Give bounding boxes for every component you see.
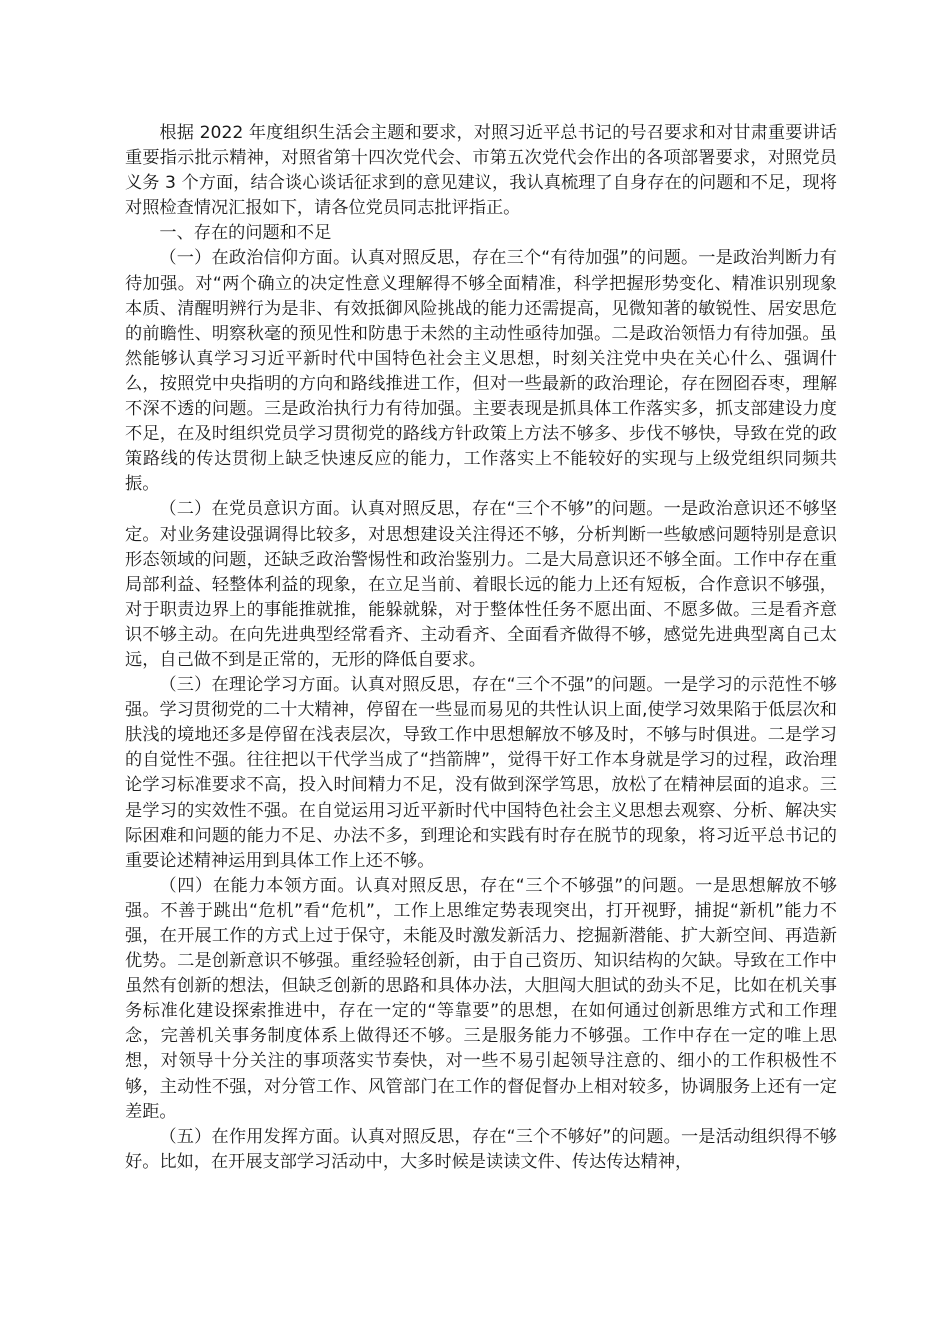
document-page bbox=[125, 121, 837, 1175]
paragraph-theory-study: （三）在理论学习方面。认真对照反思，存在“三个不强”的问题。一是学习的示范性不够强。学习贯彻党的二十大精神，停留在一些显而易见的共性认识上面,使学习效果陷于低层次和肤浅的境地还多是停留在浅表层次，导致工作中思想解放不够及时，不够与时俱进。二是学习的自觉性不强。往往把以干代学当成了“挡箭牌”，觉得干好工作本身就是学习的过程，政治理论学习标准要求不高，投入时间精力不足，没有做到深学笃思，放松了在精神层面的追求。三是学习的实效性不强。在自觉运用习近平新时代中国特色社会主义思想去观察、分析、解决实际困难和问题的能力不足、办法不多，到理论和实践有时存在脱节的现象，将习近平总书记的重要论述精神运用到具体工作上还不够。 bbox=[125, 675, 837, 871]
section-heading: 一、存在的问题和不足 bbox=[159, 223, 332, 244]
intro-paragraph: 根据 2022 年度组织生活会主题和要求，对照习近平总书记的号召要求和对甘肃重要讲话重要指示批示精神，对照省第十四次党代会、市第五次党代会作出的各项部署要求，对照党员义务 3 个方面，结合谈心谈话征求到的意见建议，我认真梳理了自身存在的问题和不足，现将对照检查情况汇报如下，请各位党员同志批评指正。 bbox=[125, 123, 837, 219]
paragraph-ability: （四）在能力本领方面。认真对照反思，存在“三个不够强”的问题。一是思想解放不够强。不善于跳出“危机”看“危机”，工作上思维定势表现突出，打开视野，捕捉“新机”能力不强，在开展工作的方式上过于保守，未能及时激发新活力、挖掘新潜能、扩大新空间、再造新优势。二是创新意识不够强。重经验轻创新，由于自己资历、知识结构的欠缺。导致在工作中虽然有创新的想法，但缺乏创新的思路和具体办法，大胆闯大胆试的劲头不足，比如在机关事务标准化建设探索推进中，存在一定的“等靠要”的思想，在如何通过创新思维方式和工作理念，完善机关事务制度体系上做得还不够。三是服务能力不够强。工作中存在一定的唯上思想，对领导十分关注的事项落实节奏快，对一些不易引起领导注意的、细小的工作积极性不够，主动性不强，对分管工作、风管部门在工作的督促督办上相对较多，协调服务上还有一定差距。 bbox=[125, 875, 837, 1122]
paragraph-party-awareness: （二）在党员意识方面。认真对照反思，存在“三个不够”的问题。一是政治意识还不够坚定。对业务建设强调得比较多，对思想建设关注得还不够，分析判断一些敏感问题特别是意识形态领域的问题，还缺乏政治警惕性和政治鉴别力。二是大局意识还不够全面。工作中存在重局部利益、轻整体利益的现象，在立足当前、着眼长远的能力上还有短板，合作意识不够强，对于职责边界上的事能推就推，能躲就躲，对于整体性任务不愿出面、不愿多做。三是看齐意识不够主动。在向先进典型经常看齐、主动看齐、全面看齐做得不够，感觉先进典型离自己太远，自己做不到是正常的，无形的降低自要求。 bbox=[125, 499, 837, 670]
paragraph-role: （五）在作用发挥方面。认真对照反思，存在“三个不够好”的问题。一是活动组织得不够好。比如，在开展支部学习活动中，大多时候是读读文件、传达传达精神， bbox=[125, 1126, 837, 1172]
paragraph-political-belief: （一）在政治信仰方面。认真对照反思，存在三个“有待加强”的问题。一是政治判断力有待加强。对“两个确立的决定性意义理解得不够全面精准，科学把握形势变化、精准识别现象本质、清醒明辨行为是非、有效抵御风险挑战的能力还需提高，见微知著的敏锐性、居安思危的前瞻性、明察秋毫的预见性和防患于未然的主动性亟待加强。二是政治领悟力有待加强。虽然能够认真学习习近平新时代中国特色社会主义思想，时刻关注党中央在关心什么、强调什么，按照党中央指明的方向和路线推进工作，但对一些最新的政治理论，存在囫囵吞枣，理解不深不透的问题。三是政治执行力有待加强。主要表现是抓具体工作落实多，抓支部建设力度不足，在及时组织党员学习贯彻党的路线方针政策上方法不够多、步伐不够快，导致在党的政策路线的传达贯彻上缺乏快速反应的能力，工作落实上不能较好的实现与上级党组织同频共振。 bbox=[125, 248, 837, 495]
